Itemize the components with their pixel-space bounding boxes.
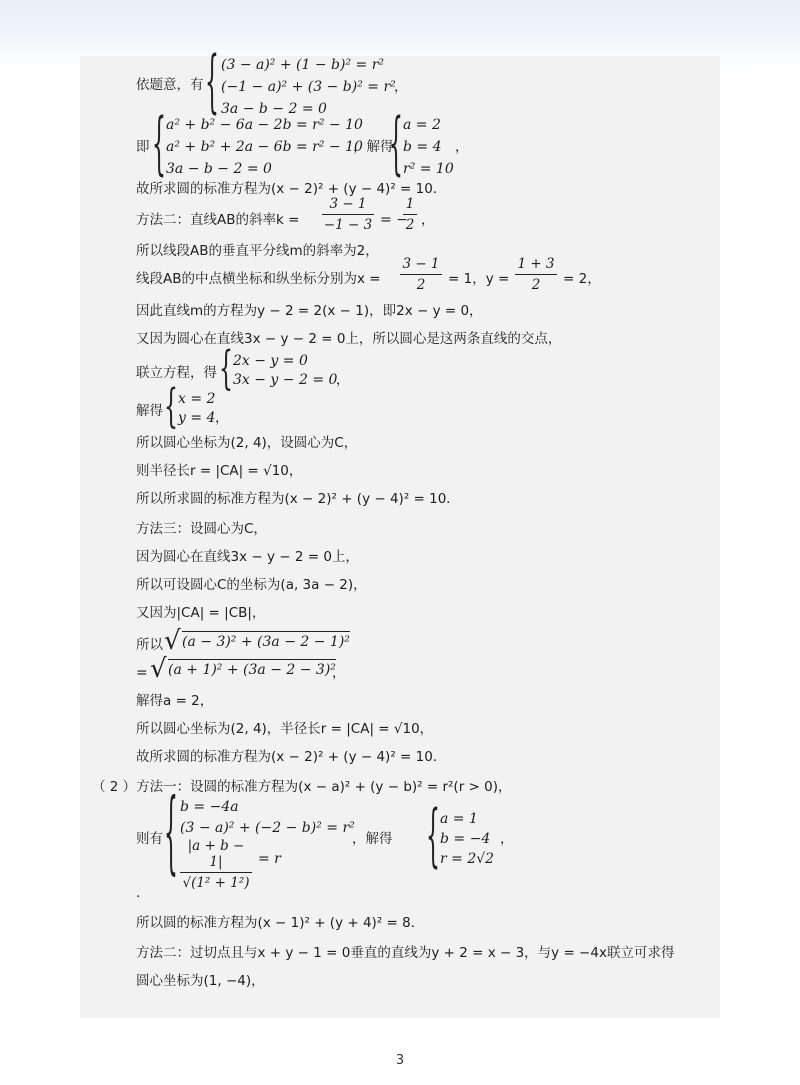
denominator: 2 xyxy=(416,277,426,293)
equation: y = 4 xyxy=(178,410,216,426)
left-brace: { xyxy=(164,784,178,888)
text-line: 所以圆心坐标为(2, 4)，设圆心为C， xyxy=(136,435,358,451)
punctuation: ， xyxy=(500,831,514,847)
sqrt-symbol: √ xyxy=(150,654,167,684)
equation: a² + b² + 2a − 6b = r² − 10 xyxy=(166,139,363,155)
equation: = xyxy=(136,665,148,681)
left-brace: { xyxy=(219,343,233,397)
numerator: |a + b − 1| xyxy=(187,838,245,870)
left-brace: { xyxy=(205,45,219,124)
equation: 3a − b − 2 = 0 xyxy=(221,101,327,117)
left-brace: { xyxy=(426,799,440,878)
text-line: = 2， xyxy=(563,271,601,287)
equation: (3 − a)² + (−2 − b)² = r² xyxy=(180,820,355,836)
text-line: 联立方程，得 xyxy=(136,365,217,381)
text-line: 故所求圆的标准方程为(x − 2)² + (y − 4)² = 10． xyxy=(136,181,447,197)
denominator: 2 xyxy=(405,217,415,233)
equation: 3a − b − 2 = 0 xyxy=(166,161,272,177)
text-line: 所以线段AB的垂直平分线m的斜率为2， xyxy=(136,243,379,259)
equation: r = 2√2 xyxy=(440,851,495,867)
equation: b = −4 xyxy=(440,831,491,847)
numerator: 1 xyxy=(405,196,415,212)
text-line: 又因为圆心在直线3x − y − 2 = 0上，所以圆心是这两条直线的交点， xyxy=(136,331,562,347)
left-brace: { xyxy=(164,381,178,435)
text-line: 方法二：直线AB的斜率k = xyxy=(136,212,300,228)
equation: x = 2 xyxy=(178,391,216,407)
text-line: 方法二：过切点且与x + y − 1 = 0垂直的直线为y + 2 = x − 3，与y = −4x联立可求得 xyxy=(136,945,675,961)
fraction xyxy=(322,196,374,233)
sqrt-symbol: √ xyxy=(164,626,181,656)
text-line: 因此直线m的方程为y − 2 = 2(x − 1)，即2x − y = 0， xyxy=(136,303,483,319)
text-line: 因为圆心在直线3x − y − 2 = 0上， xyxy=(136,549,359,565)
text-line: 又因为|CA| = |CB|， xyxy=(136,605,266,621)
equation: b = −4a xyxy=(180,799,239,815)
text-line: 所以 xyxy=(136,637,163,653)
text-line: 所以圆心坐标为(2, 4)，半径长r = |CA| = √10， xyxy=(136,721,434,737)
denominator: −1 − 3 xyxy=(323,217,373,233)
text-line: 则半径长r = |CA| = √10， xyxy=(136,463,303,479)
equation: (3 − a)² + (1 − b)² = r² xyxy=(221,57,385,73)
equation: = − xyxy=(380,212,408,228)
fraction xyxy=(403,196,417,233)
numerator: 1 + 3 xyxy=(517,256,555,272)
fraction xyxy=(400,256,442,293)
punctuation: ， xyxy=(215,410,229,426)
text-line: （ 2 ）方法一：设圆的标准方程为(x − a)² + (y − b)² = r²(r > 0)， xyxy=(92,779,512,795)
text-line: ，解得 xyxy=(352,831,393,847)
text-line: 解得 xyxy=(136,403,163,419)
text-line: 即 xyxy=(136,139,150,155)
punctuation: ， xyxy=(421,212,435,228)
text-line: 解得a = 2， xyxy=(136,693,214,709)
text-line: 故所求圆的标准方程为(x − 2)² + (y − 4)² = 10． xyxy=(136,749,447,765)
left-brace: { xyxy=(152,107,166,186)
text-line: 所以圆的标准方程为(x − 1)² + (y + 4)² = 8． xyxy=(136,915,425,931)
text-line: . xyxy=(136,885,141,901)
numerator: 3 − 1 xyxy=(402,256,440,272)
fraction xyxy=(515,256,557,293)
equation: r² = 10 xyxy=(403,161,454,177)
text-line: = 1，y = xyxy=(448,271,510,287)
equation: (−1 − a)² + (3 − b)² = r² xyxy=(221,79,396,95)
denominator: √(1² + 1²) xyxy=(182,875,250,891)
fraction xyxy=(180,838,252,891)
punctuation: ， xyxy=(455,139,469,155)
punctuation: ， xyxy=(332,665,346,681)
radicand: (a − 3)² + (3a − 2 − 1)² xyxy=(182,631,350,650)
text-line: 所以所求圆的标准方程为(x − 2)² + (y − 4)² = 10． xyxy=(136,491,460,507)
equation: a = 1 xyxy=(440,811,478,827)
text-line: 则有 xyxy=(136,831,163,847)
equation: a = 2 xyxy=(403,117,441,133)
radicand: (a + 1)² + (3a − 2 − 3)² xyxy=(168,659,336,678)
equation: b = 4 xyxy=(403,139,442,155)
punctuation: ， xyxy=(336,372,350,388)
equation: a² + b² − 6a − 2b = r² − 10 xyxy=(166,117,363,133)
equation: 2x − y = 0 xyxy=(233,353,308,369)
page-number: 3 xyxy=(395,1053,405,1068)
text-line: 圆心坐标为(1, −4)， xyxy=(136,973,265,989)
equation: = r xyxy=(258,851,281,867)
text-line: 依题意，有 xyxy=(136,77,204,93)
text-line: 方法三：设圆心为C， xyxy=(136,521,267,537)
punctuation: ， xyxy=(394,79,408,95)
numerator: 3 − 1 xyxy=(329,196,367,212)
denominator: 2 xyxy=(531,277,541,293)
left-brace: { xyxy=(389,107,403,186)
text-line: 线段AB的中点横坐标和纵坐标分别为x = xyxy=(136,271,381,287)
text-line: 所以可设圆心C的坐标为(a, 3a − 2)， xyxy=(136,577,367,593)
text-line: ，解得 xyxy=(353,139,394,155)
equation: 3x − y − 2 = 0 xyxy=(233,372,338,388)
